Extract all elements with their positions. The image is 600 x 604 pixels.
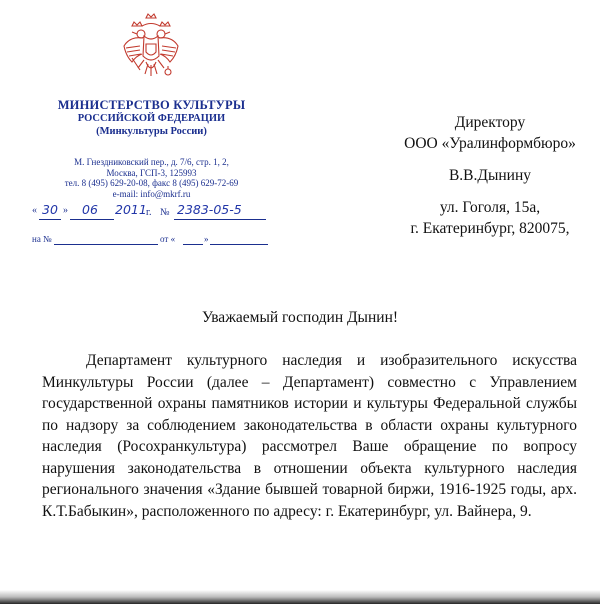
registration-line: [30, 203, 270, 225]
date-month-underline: [70, 219, 114, 220]
recipient-title: Директору: [454, 114, 526, 131]
ministry-name-line1: МИНИСТЕРСТВО КУЛЬТУРЫ: [57, 98, 246, 112]
letter-body: [42, 350, 577, 522]
body-paragraph: Департамент культурного наследия и изобразительного искусства Минкультуры России (далее – Департамент) совместно с Управлением государственной охраны памятников истории и культуры Федеральной службы по надзору за соблюдением законодательства в области охраны культурного наследия (Росохранкультура) рассмотрел Ваше обращение по вопросу нарушения законодательства в отношении объекта культурного наследия регионального значения «Здание бывшей товарной биржи, 1916-1925 годы, арх. К.Т.Бабыкин», расположенного по адресу: г. Екатеринбург, ул. Вайнера, 9.: [42, 352, 577, 520]
recipient-name: В.В.Дынину: [448, 167, 532, 184]
date-year-suffix: г.: [146, 207, 152, 218]
outgoing-number-handwritten: 2383-05-5: [177, 202, 242, 217]
ministry-address-block: [30, 157, 273, 199]
ministry-name-line2: РОССИЙСКОЙ ФЕДЕРАЦИИ: [77, 113, 226, 124]
date-quote-open: «: [32, 205, 37, 216]
recipient-city: г. Екатеринбург, 820075,: [410, 220, 570, 237]
number-sign: №: [160, 207, 170, 218]
date-day-underline: [39, 219, 61, 220]
ref-number-label: на №: [32, 234, 52, 244]
recipient-block: [380, 112, 600, 239]
ref-from-label: от «: [160, 234, 176, 244]
ref-number-underline: [54, 244, 158, 245]
ref-day-underline: [183, 244, 203, 245]
ministry-short-name: (Минкультуры России): [96, 126, 207, 137]
address-line: М. Гнездниковский пер., д. 7/6, стр. 1, 2,: [74, 157, 229, 167]
date-year-handwritten: 2011: [115, 202, 147, 217]
number-underline: [174, 219, 266, 220]
ministry-name-block: [30, 98, 273, 139]
recipient-street: ул. Гоголя, 15а,: [439, 199, 541, 216]
salutation: Уважаемый господин Дынин!: [201, 309, 399, 326]
date-month-handwritten: 06: [82, 202, 98, 217]
ref-quote-close: »: [204, 234, 209, 244]
phone-fax-line: тел. 8 (495) 629-20-08, факс 8 (495) 629-72-69: [64, 178, 239, 189]
date-quote-close: »: [63, 205, 68, 216]
recipient-organization: ООО «Уралинформбюро»: [404, 135, 576, 152]
ref-date-underline: [210, 244, 268, 245]
reference-line: [30, 232, 270, 248]
date-day-handwritten: 30: [42, 202, 58, 217]
russian-coat-of-arms-icon: [118, 12, 184, 90]
address-line: Москва, ГСП-3, 125993: [106, 167, 197, 178]
email-line: e-mail: info@mkrf.ru: [112, 188, 191, 199]
scan-edge-shadow: [0, 590, 600, 604]
